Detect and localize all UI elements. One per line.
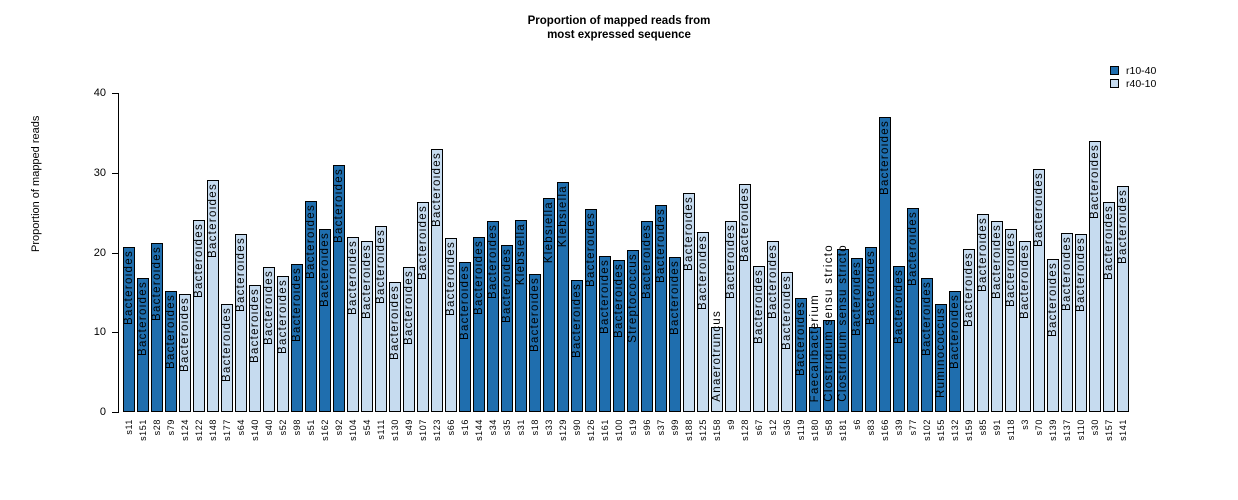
- x-tick-label: s85: [978, 419, 988, 436]
- bar-genus-label: Bacteroides: [1005, 231, 1017, 307]
- x-tick-label: s126: [586, 419, 596, 441]
- bar-genus-label: Bacteroides: [893, 269, 905, 345]
- x-tick-label: s177: [222, 419, 232, 441]
- legend-label: r40-10: [1126, 77, 1157, 90]
- bar-genus-label: Bacteroides: [235, 237, 247, 313]
- bar-genus-label: Bacteroides: [739, 186, 751, 262]
- x-tick-label: s140: [250, 419, 260, 441]
- x-tick-label: s36: [782, 419, 792, 436]
- bar-genus-label: Bacteroides: [207, 182, 219, 258]
- bar-genus-label: Bacteroides: [571, 282, 583, 358]
- x-tick-label: s181: [838, 419, 848, 441]
- x-tick-label: s118: [1006, 419, 1016, 441]
- bar-genus-label: Bacteroides: [599, 259, 611, 335]
- bar-genus-label: Bacteroides: [1033, 171, 1045, 247]
- bar-genus-label: Streptococcus: [627, 253, 639, 343]
- bar-genus-label: Faecalibacterium: [809, 294, 821, 403]
- bar-genus-label: Bacteroides: [851, 261, 863, 337]
- x-tick-label: s144: [474, 419, 484, 441]
- x-tick-label: s119: [796, 419, 806, 441]
- y-axis-line: [118, 93, 119, 413]
- bar-genus-label: Bacteroides: [403, 269, 415, 345]
- x-tick-label: s162: [320, 419, 330, 441]
- y-tick-mark: [112, 332, 118, 333]
- x-tick-label: s188: [684, 419, 694, 441]
- bar-genus-label: Bacteroides: [1047, 261, 1059, 337]
- x-tick-label: s180: [810, 419, 820, 441]
- bar-genus-label: Bacteroides: [361, 244, 373, 320]
- x-tick-label: s141: [1118, 419, 1128, 441]
- bar-genus-label: Bacteroides: [641, 223, 653, 299]
- legend-item-r10-40: [1110, 64, 1156, 77]
- x-tick-label: s148: [208, 419, 218, 441]
- x-tick-label: s64: [236, 419, 246, 436]
- chart-title-line1: Proportion of mapped reads from: [527, 15, 711, 27]
- bar-genus-label: Bacteroides: [753, 269, 765, 345]
- x-tick-label: s34: [488, 419, 498, 436]
- x-tick-label: s130: [390, 419, 400, 441]
- bar-genus-label: Bacteroides: [389, 285, 401, 361]
- x-tick-label: s151: [138, 419, 148, 441]
- bar-genus-label: Bacteroides: [501, 248, 513, 324]
- bar-genus-label: Bacteroides: [949, 293, 961, 369]
- bar-genus-label: Bacteroides: [459, 265, 471, 341]
- x-tick-label: s123: [432, 419, 442, 441]
- x-tick-label: s28: [152, 419, 162, 436]
- x-tick-label: s66: [446, 419, 456, 436]
- x-tick-label: s12: [768, 419, 778, 436]
- x-tick-label: s110: [1076, 419, 1086, 441]
- bar-genus-label: Bacteroides: [669, 260, 681, 336]
- bar-genus-label: Bacteroides: [529, 277, 541, 353]
- bar-genus-label: Bacteroides: [445, 241, 457, 317]
- y-tick-label: 40: [93, 87, 106, 99]
- x-tick-label: s104: [348, 419, 358, 441]
- chart-title: [0, 14, 1238, 42]
- x-tick-label: s51: [306, 419, 316, 436]
- bar-genus-label: Bacteroides: [431, 151, 443, 227]
- bar-genus-label: Bacteroides: [781, 274, 793, 350]
- bar-genus-label: Bacteroides: [221, 306, 233, 382]
- y-tick-mark: [112, 253, 118, 254]
- bar-genus-label: Bacteroides: [319, 231, 331, 307]
- y-tick-mark: [112, 412, 118, 413]
- x-tick-label: s159: [964, 419, 974, 441]
- x-tick-label: s19: [628, 419, 638, 436]
- bar-genus-label: Bacteroides: [165, 293, 177, 369]
- bar-genus-label: Bacteroides: [249, 288, 261, 364]
- x-tick-label: s11: [124, 419, 134, 435]
- x-tick-label: s77: [908, 419, 918, 436]
- x-tick-label: s100: [614, 419, 624, 441]
- x-tick-label: s129: [558, 419, 568, 441]
- bar-genus-label: Bacteroides: [613, 263, 625, 339]
- legend-label: r10-40: [1126, 64, 1157, 77]
- x-tick-label: s33: [544, 419, 554, 436]
- x-tick-label: s125: [698, 419, 708, 441]
- x-tick-label: s58: [824, 419, 834, 436]
- x-tick-label: s122: [194, 419, 204, 441]
- bar-genus-label: Klebsiella: [543, 201, 555, 264]
- bar-genus-label: Bacteroides: [375, 229, 387, 305]
- bar-genus-label: Bacteroides: [585, 211, 597, 287]
- bar-genus-label: Anaerotruncus: [711, 310, 723, 402]
- bar-genus-label: Bacteroides: [1089, 143, 1101, 219]
- x-tick-label: s139: [1048, 419, 1058, 441]
- bar-genus-label: Bacteroides: [767, 244, 779, 320]
- x-tick-label: s137: [1062, 419, 1072, 441]
- bar-genus-label: Bacteroides: [991, 223, 1003, 299]
- bar-genus-label: Bacteroides: [333, 167, 345, 243]
- x-tick-label: s16: [460, 419, 470, 436]
- bar-genus-label: Bacteroides: [263, 269, 275, 345]
- bar-genus-label: Bacteroides: [1117, 189, 1129, 265]
- bar-genus-label: Bacteroides: [907, 210, 919, 286]
- bar-genus-label: Ruminococcus: [935, 306, 947, 398]
- x-tick-label: s49: [404, 419, 414, 436]
- x-tick-label: s98: [292, 419, 302, 436]
- x-tick-label: s52: [278, 419, 288, 436]
- legend-item-r40-10: [1110, 77, 1156, 90]
- bar-genus-label: Bacteroides: [347, 240, 359, 316]
- bar-genus-label: Bacteroides: [473, 239, 485, 315]
- y-tick-label: 20: [93, 246, 106, 259]
- x-tick-label: s9: [726, 419, 736, 430]
- x-tick-label: s96: [642, 419, 652, 436]
- bar-genus-label: Bacteroides: [1019, 243, 1031, 319]
- bar-genus-label: Bacteroides: [179, 296, 191, 372]
- x-tick-label: s157: [1104, 419, 1114, 441]
- y-tick-label: 30: [93, 166, 106, 179]
- x-tick-label: s107: [418, 419, 428, 441]
- x-tick-label: s67: [754, 419, 764, 436]
- bar-genus-label: Bacteroides: [291, 266, 303, 342]
- bar-genus-label: Bacteroides: [725, 224, 737, 300]
- y-tick-label: 10: [93, 326, 106, 339]
- bar-genus-label: Bacteroides: [1061, 235, 1073, 311]
- x-tick-label: s155: [936, 419, 946, 441]
- bar-genus-label: Bacteroides: [865, 249, 877, 325]
- bar-genus-label: Bacteroides: [137, 281, 149, 357]
- bar-genus-label: Klebsiella: [515, 222, 527, 286]
- bar-genus-label: Bacteroides: [683, 195, 695, 271]
- bar-genus-label: Bacteroides: [277, 279, 289, 355]
- bar-genus-label: Klebsiella: [557, 185, 569, 248]
- x-tick-label: s18: [530, 419, 540, 436]
- bar-genus-label: Clostridium sensu stricto: [823, 244, 835, 402]
- chart-title-line2: most expressed sequence: [547, 29, 691, 41]
- bar-genus-label: Bacteroides: [151, 245, 163, 321]
- x-tick-label: s83: [866, 419, 876, 436]
- x-tick-label: s132: [950, 419, 960, 441]
- x-tick-label: s91: [992, 419, 1002, 436]
- bar-genus-label: Bacteroides: [1075, 237, 1087, 313]
- x-tick-label: s99: [670, 419, 680, 436]
- x-tick-label: s37: [656, 419, 666, 436]
- bar-genus-label: Bacteroides: [697, 234, 709, 310]
- bar-genus-label: Bacteroides: [921, 281, 933, 357]
- bar-genus-label: Bacteroides: [305, 203, 317, 279]
- x-tick-label: s79: [166, 419, 176, 436]
- y-tick-mark: [112, 173, 118, 174]
- x-tick-label: s39: [894, 419, 904, 436]
- y-tick-mark: [112, 93, 118, 94]
- x-tick-label: s90: [572, 419, 582, 436]
- bar-genus-label: Bacteroides: [1103, 205, 1115, 281]
- bar-genus-label: Bacteroides: [879, 119, 891, 195]
- legend-swatch-dark: [1110, 66, 1119, 75]
- bar-genus-label: Clostridium sensu stricto: [837, 244, 849, 402]
- bar-genus-label: Bacteroides: [417, 205, 429, 281]
- x-tick-label: s158: [712, 419, 722, 441]
- x-tick-label: s128: [740, 419, 750, 441]
- bar-genus-label: Bacteroides: [795, 300, 807, 376]
- x-tick-label: s92: [334, 419, 344, 436]
- legend: [1110, 64, 1156, 90]
- x-tick-label: s40: [264, 419, 274, 436]
- x-tick-label: s54: [362, 419, 372, 436]
- x-tick-label: s6: [852, 419, 862, 430]
- y-tick-label: 0: [99, 406, 106, 418]
- x-tick-label: s3: [1020, 419, 1030, 430]
- bar-genus-label: Bacteroides: [487, 223, 499, 299]
- x-tick-label: s31: [516, 419, 526, 436]
- x-tick-label: s111: [376, 419, 386, 440]
- bar-genus-label: Bacteroides: [655, 207, 667, 283]
- x-tick-label: s70: [1034, 419, 1044, 436]
- bar-genus-label: Bacteroides: [977, 217, 989, 293]
- x-tick-label: s166: [880, 419, 890, 441]
- x-tick-label: s30: [1090, 419, 1100, 436]
- bar-genus-label: Bacteroides: [123, 249, 135, 325]
- bar-genus-label: Bacteroides: [193, 222, 205, 298]
- x-tick-label: s102: [922, 419, 932, 441]
- x-tick-label: s35: [502, 419, 512, 436]
- bar-genus-label: Bacteroides: [963, 252, 975, 328]
- x-tick-label: s124: [180, 419, 190, 441]
- x-tick-label: s161: [600, 419, 610, 441]
- legend-swatch-light: [1110, 79, 1119, 88]
